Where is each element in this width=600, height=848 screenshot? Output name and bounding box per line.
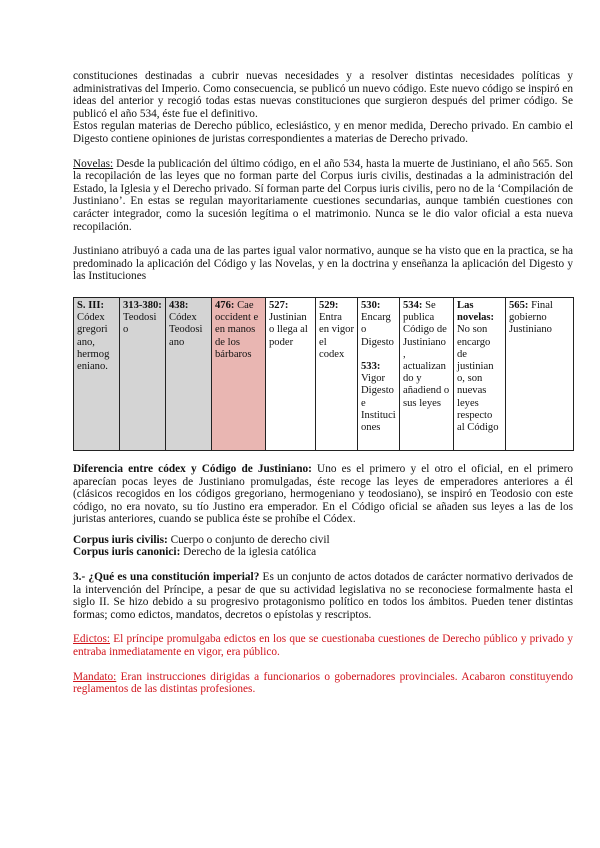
timeline-event: Final gobierno Justiniano — [509, 299, 553, 336]
timeline-date: 476: — [215, 299, 235, 311]
corpus-canonici-label: Corpus iuris canonici: — [73, 546, 181, 559]
paragraph-justiniano: Justiniano atribuyó a cada una de las partes igual valor normativo, aunque se ha visto que en la practica, se ha predominado la aplicación del Código y las Novelas, y en la doctrina y enseñanza la aplicación del Digesto y las Instituciones — [73, 245, 573, 283]
timeline-cell — [166, 297, 212, 450]
corpus-civilis-label: Corpus iuris civilis: — [73, 533, 168, 546]
paragraph-materias: Estos regulan materias de Derecho público, eclesiástico, y en menor medida, Derecho privado. En cambio el Digesto contiene opiniones de juristas correspondientes a materias de Derecho privado. — [73, 120, 573, 145]
paragraph-constituciones: constituciones destinadas a cubrir nuevas necesidades y a resolver distintas necesidades políticas y administrativas del Imperio. Como consecuencia, se publicó un nuevo código. Este nuevo código se inspiró en ideas del anterior y recogió todas estas nuevas constituciones que surgieron después del primer código. Se publicó el año 534, éste fue el definitivo. — [73, 70, 573, 120]
paragraph-constitucion-imperial — [73, 571, 573, 621]
timeline-date: 438: — [169, 299, 189, 311]
timeline-date: 527: — [269, 299, 289, 311]
timeline-cell — [266, 297, 316, 450]
timeline-event: No son encargo de justinian o, son nuevas leyes respecto al Código — [457, 324, 499, 433]
paragraph-corpus-canonici — [73, 546, 573, 559]
novelas-text: Desde la publicación del último código, en el año 534, hasta la muerte de Justiniano, el año 565. Son la recopilación de las leyes que no forman parte del Corpus iuris civilis, destinadas a la administración del Estado, la Iglesia y el Derecho privado. Sí forman parte del Corpus iuris civilis, pero no de la ‘Compilación de Justiniano’. En estas se regulan mayoritariamente cuestiones secundarias, aunque también cuestiones con carácter integrador, como la sucesión legítima o el matrimonio. Nunca se le dio valor oficial a esta nueva recopilación. — [73, 157, 573, 233]
timeline-event: Cae occident e en manos de los bárbaros — [215, 299, 259, 360]
question-3-label: 3.- ¿Qué es una constitución imperial? — [73, 571, 260, 584]
paragraph-edictos — [73, 633, 573, 658]
paragraph-mandato — [73, 671, 573, 696]
timeline-event: Encargo Digesto — [361, 312, 394, 348]
corpus-civilis-text: Cuerpo o conjunto de derecho civil — [167, 533, 330, 546]
edictos-text: El príncipe promulgaba edictos en los que se cuestionaba cuestiones de Derecho público y privado y entraba inmediatamente en vigor, era público. — [73, 633, 573, 659]
mandato-text: Eran instrucciones dirigidas a funcionarios o gobernadores provinciales. Acabaron constituyendo reglamentos de las distintas profesiones. — [73, 670, 573, 696]
timeline-cell — [358, 297, 400, 450]
novelas-label: Novelas: — [73, 157, 114, 170]
timeline-cell — [506, 297, 574, 450]
timeline-cell — [120, 297, 166, 450]
timeline-cell — [212, 297, 266, 450]
timeline-cell — [74, 297, 120, 450]
timeline-date: 534: — [403, 299, 423, 311]
edictos-label: Edictos: — [73, 633, 111, 646]
diferencia-text: Uno es el primero y el otro el oficial, en el primero aparecían pocas leyes de Justiniano promulgadas, éste recoge las leyes de emperadores anteriores a él (clásicos recogidos en los códigos gregoriano, hermogeniano y teodosiano), se inspiró en Teodosio con este código, no era novato, su tío Justino era emperador. En el Código oficial se añaden sus leyes a las de los juristas anteriores, cuando se publica éste se prohíbe el Códex. — [73, 462, 573, 526]
timeline-event: Códex gregori ano, hermog eniano. — [77, 312, 110, 372]
timeline-date: 529: — [319, 299, 339, 311]
timeline-date: 565: — [509, 299, 529, 311]
question-3-text: Es un conjunto de actos dotados de carácter normativo derivados de la intervención del Príncipe, a pesar de que su actividad legislativa no se reconociese formalmente hasta el siglo II. Se hizo debido a su progresivo protagonismo político en todos los ámbitos. Pueden tener distintas formas; como edictos, mandatos, decretos o epístolas y rescriptos. — [73, 571, 573, 621]
mandato-label: Mandato: — [73, 670, 117, 683]
document-page — [73, 70, 573, 696]
timeline-cell — [400, 297, 454, 450]
timeline-event: Se publica Código de Justiniano , actualizan do y añadiend o sus leyes — [403, 299, 450, 409]
diferencia-label: Diferencia entre códex y Código de Justiniano: — [73, 462, 312, 475]
corpus-canonici-text: Derecho de la iglesia católica — [180, 546, 317, 559]
paragraph-corpus-civilis — [73, 534, 573, 547]
timeline-event: Teodosi o — [123, 312, 157, 336]
timeline-event: Códex Teodosi ano — [169, 312, 203, 348]
paragraph-novelas — [73, 158, 573, 234]
timeline-cell — [454, 297, 506, 450]
timeline-date: 530: — [361, 299, 381, 311]
timeline-event: Entra en vigor el codex — [319, 312, 355, 360]
timeline-table — [73, 297, 574, 451]
paragraph-diferencia — [73, 463, 573, 526]
timeline-event: Vigor Digesto e Instituci ones — [361, 373, 396, 433]
timeline-date: Las novelas: — [457, 299, 495, 324]
timeline-date: S. III: — [77, 299, 105, 311]
timeline-date: 313-380: — [123, 299, 162, 311]
timeline-cell — [316, 297, 358, 450]
timeline-event: Justinian o llega al poder — [269, 312, 308, 348]
timeline-date: 533: — [361, 360, 381, 372]
